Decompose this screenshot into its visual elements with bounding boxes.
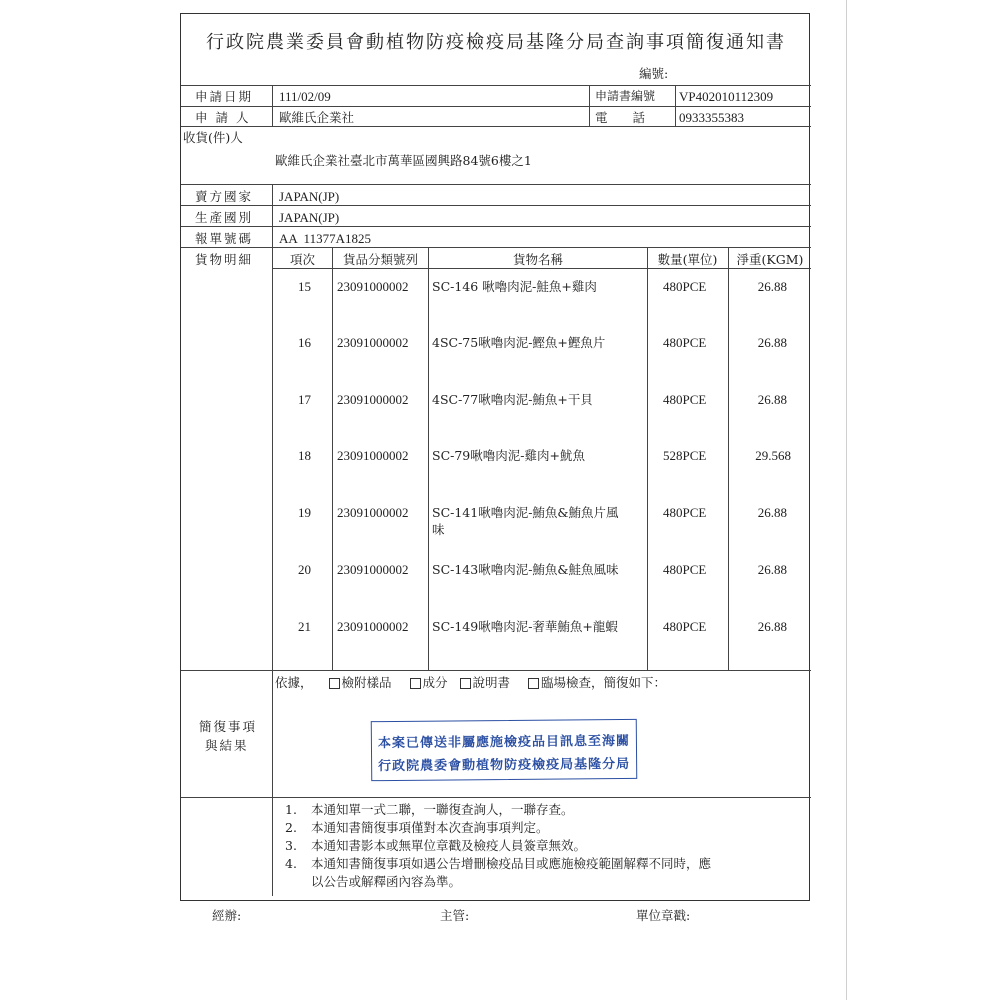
row-net-weight: 26.88 (757, 279, 787, 294)
checkbox-label: 臨場檢查 (541, 675, 592, 690)
scan-edge-line (846, 0, 847, 1000)
unit-seal-label: 單位章戳: (636, 908, 691, 923)
applicant-label: 申 請 人 (195, 110, 251, 125)
row-quantity: 480PCE (663, 392, 707, 407)
row-item-no: 15 (298, 279, 311, 294)
note-number: 4. (285, 856, 297, 871)
row-quantity: 480PCE (663, 619, 707, 634)
reply-section-label-2: 與結果 (205, 738, 249, 753)
declaration-number-label: 報單號碼 (195, 231, 254, 246)
note-text: 本通知書簡復事項僅對本次查詢事項判定。 (311, 820, 549, 835)
supervisor-signature-label: 主管: (440, 908, 470, 923)
basis-comma: ， (300, 675, 313, 690)
column-header-net-weight: 淨重(KGM) (736, 252, 804, 267)
row-tariff-code: 23091000002 (337, 335, 409, 350)
rule (332, 247, 333, 670)
column-header-tariff-code: 貨品分類號列 (342, 252, 418, 267)
note-text: 本通知書影本或無單位章戳及檢疫人員簽章無效。 (311, 838, 587, 853)
form-title: 行政院農業委員會動植物防疫檢疫局基隆分局查詢事項簡復通知書 (206, 32, 786, 53)
row-quantity: 480PCE (663, 505, 707, 520)
rule (647, 247, 648, 670)
row-net-weight: 26.88 (757, 505, 787, 520)
onsite-inspection-checkbox[interactable] (528, 675, 591, 690)
checkbox-label: 說明書 (472, 675, 511, 690)
rule (181, 126, 811, 127)
row-item-no: 19 (298, 505, 311, 520)
reply-basis-line (275, 675, 666, 690)
rule (589, 85, 590, 126)
checkbox-box[interactable] (329, 678, 340, 689)
handler-signature-label: 經辦: (212, 908, 242, 923)
row-tariff-code: 23091000002 (337, 448, 409, 463)
row-quantity: 480PCE (663, 279, 707, 294)
goods-section-label: 貨物明細 (195, 252, 254, 267)
rule (181, 247, 811, 248)
consignee-value: 歐維氏企業社臺北市萬華區國興路84號6樓之1 (275, 153, 532, 168)
apply-date-label: 申請日期 (195, 89, 254, 104)
note-text: 以公告或解釋函內容為準。 (311, 874, 462, 889)
note-number: 2. (285, 820, 297, 835)
rule (181, 226, 811, 227)
rule (181, 85, 811, 86)
column-header-item-no: 項次 (289, 252, 315, 267)
note-text: 本通知書簡復事項如遇公告增刪檢疫品目或應施檢疫範圍解釋不同時，應 (311, 856, 712, 871)
apply-date-value: 111/02/09 (279, 89, 331, 104)
row-goods-name: SC-79啾嚕肉泥-雞肉+魷魚 (432, 448, 585, 463)
note-text: 本通知單一式二聯，一聯復查詢人，一聯存查。 (311, 802, 574, 817)
row-goods-name: SC-143啾嚕肉泥-鮪魚&鮭魚風味 (432, 562, 619, 577)
rule (428, 247, 429, 670)
blue-stamp (371, 719, 638, 781)
origin-country-value: JAPAN(JP) (279, 210, 340, 225)
declaration-number-value: AA 11377A1825 (279, 231, 371, 246)
row-goods-name-continued: 味 (432, 522, 445, 537)
row-tariff-code: 23091000002 (337, 279, 409, 294)
rule (181, 797, 811, 798)
phone-label: 電 話 (595, 110, 646, 125)
reply-suffix: ，簡復如下： (591, 675, 667, 690)
basis-label: 依據 (275, 675, 301, 690)
rule (181, 184, 811, 185)
applicant-value: 歐維氏企業社 (279, 110, 355, 125)
row-goods-name: SC-146 啾嚕肉泥-鮭魚+雞肉 (432, 279, 597, 294)
seller-country-value: JAPAN(JP) (279, 189, 340, 204)
row-item-no: 18 (298, 448, 311, 463)
row-tariff-code: 23091000002 (337, 505, 409, 520)
row-tariff-code: 23091000002 (337, 619, 409, 634)
row-net-weight: 26.88 (757, 619, 787, 634)
row-net-weight: 26.88 (757, 562, 787, 577)
seller-country-label: 賣方國家 (195, 189, 254, 204)
rule (273, 268, 811, 269)
row-goods-name: SC-149啾嚕肉泥-奢華鮪魚+龍蝦 (432, 619, 618, 634)
consignee-label: 收貨(件)人 (183, 130, 243, 145)
stamp-line-2: 行政院農委會動植物防疫檢疫局基隆分局 (378, 756, 631, 775)
row-goods-name: 4SC-75啾嚕肉泥-鰹魚+鰹魚片 (432, 335, 606, 350)
rule (181, 670, 811, 671)
rule (181, 106, 811, 107)
reply-section-label: 簡復事項 (199, 719, 258, 734)
rule (675, 85, 676, 126)
manual-checkbox[interactable] (460, 675, 511, 690)
row-net-weight: 26.88 (757, 335, 787, 350)
stamp-line-1: 本案已傳送非屬應施檢疫品目訊息至海關 (377, 733, 630, 752)
origin-country-label: 生產國別 (195, 210, 254, 225)
row-item-no: 20 (298, 562, 311, 577)
row-item-no: 16 (298, 335, 311, 350)
row-item-no: 17 (298, 392, 311, 407)
note-number: 1. (285, 802, 297, 817)
application-number-label: 申請書編號 (595, 89, 656, 103)
ingredients-checkbox[interactable] (410, 675, 448, 690)
row-tariff-code: 23091000002 (337, 392, 409, 407)
row-goods-name: SC-141啾嚕肉泥-鮪魚&鮪魚片風 (432, 505, 619, 520)
row-quantity: 528PCE (663, 448, 707, 463)
column-header-goods-name: 貨物名稱 (512, 252, 563, 267)
row-item-no: 21 (298, 619, 311, 634)
rule (272, 85, 273, 126)
row-net-weight: 29.568 (755, 448, 791, 463)
row-goods-name: 4SC-77啾嚕肉泥-鮪魚+干貝 (432, 392, 593, 407)
notice-form (180, 13, 810, 901)
sample-checkbox[interactable] (329, 675, 392, 690)
checkbox-label: 成分 (422, 675, 448, 690)
checkbox-box[interactable] (410, 678, 421, 689)
note-number: 3. (285, 838, 297, 853)
application-number-value: VP402010112309 (679, 89, 774, 104)
serial-number-label: 編號: (639, 66, 669, 81)
row-tariff-code: 23091000002 (337, 562, 409, 577)
checkbox-box[interactable] (528, 678, 539, 689)
checkbox-label: 檢附樣品 (341, 675, 392, 690)
row-net-weight: 26.88 (757, 392, 787, 407)
rule (181, 205, 811, 206)
checkbox-box[interactable] (460, 678, 471, 689)
phone-value: 0933355383 (679, 110, 744, 125)
column-header-quantity: 數量(單位) (657, 252, 718, 267)
row-quantity: 480PCE (663, 335, 707, 350)
row-quantity: 480PCE (663, 562, 707, 577)
